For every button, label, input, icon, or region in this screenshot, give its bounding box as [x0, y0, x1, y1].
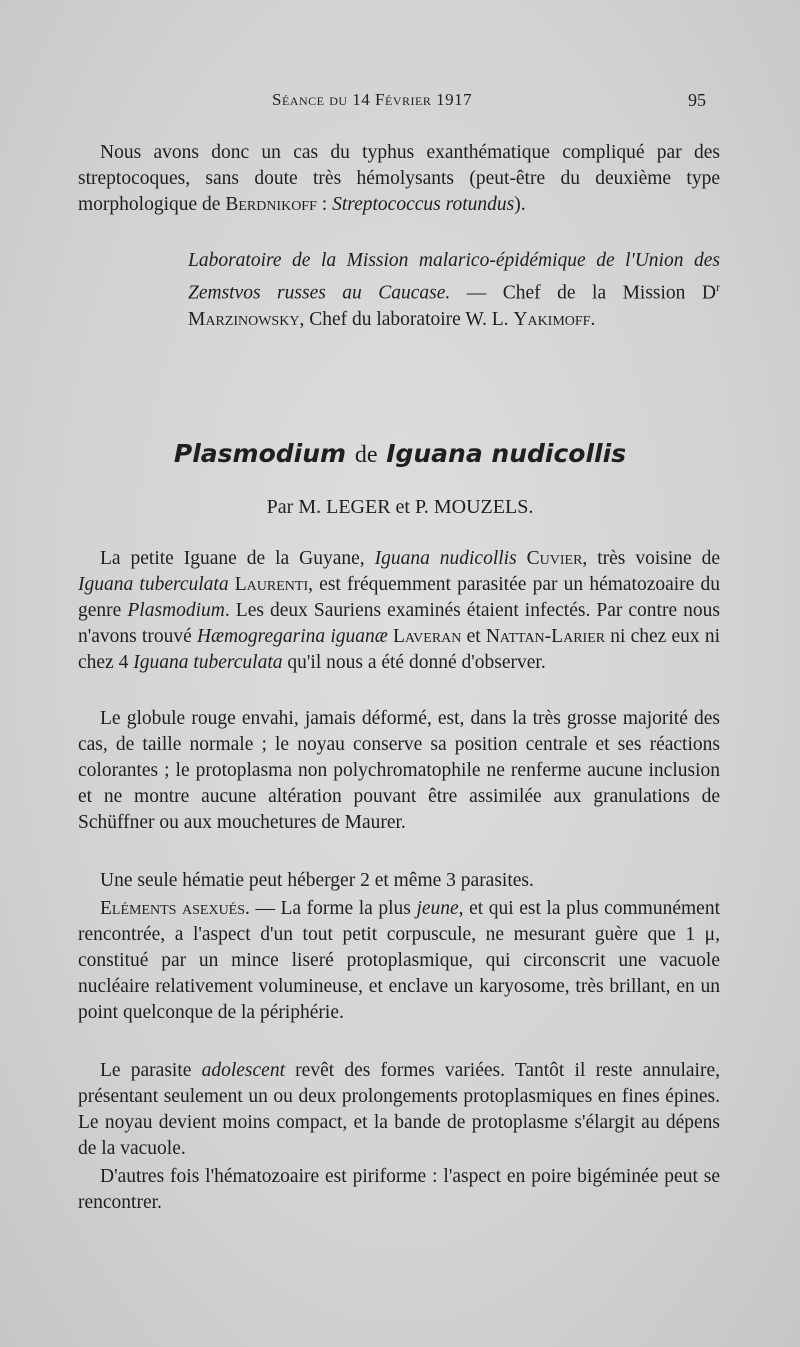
- species-name: Streptococcus rotundus: [332, 194, 515, 215]
- article-title: Plasmodium de Iguana nudicollis: [173, 439, 627, 468]
- paragraph-asexual-elements: Eléments asexués. — La forme la plus jeune, et qui est la plus communément rencontrée, a l'aspect d'un tout petit corpuscule, ne mesurant guère que 1 μ, constitué par un mince liseré protoplasmique, qui circonscrit une vacuole nucléaire relativement volumineuse, et enclave un karyosome, très brillant, en un point quelconque de la périphérie.: [78, 898, 720, 1023]
- paragraph-conclusion: Nous avons donc un cas du typhus exanthématique compliqué par des streptocoques, sans doute très hémolysants (peut-être du deuxième type morphologique de Berdnikoff : Streptococcus rotundus).: [78, 142, 720, 215]
- running-head: [0, 90, 800, 114]
- page-number: 95: [688, 90, 706, 110]
- paragraph-adolescent: Le parasite adolescent revêt des formes variées. Tantôt il reste annulaire, présentant seulement un ou deux prolongements protoplasmiques en fines épines. Le noyau devient moins compact, et la bande de protoplasme s'élargit au dépens de la vacuole.: [78, 1060, 720, 1159]
- article-authors: Par M. LEGER et P. MOUZELS.: [266, 496, 534, 518]
- paragraph-intro: La petite Iguane de la Guyane, Iguana nudicollis Cuvier, très voisine de Iguana tuberculata Laurenti, est fréquemment parasitée par un hématozoaire du genre Plasmodium. Les deux Sauriens examinés étaient infectés. Par contre nous n'avons trouvé Hæmogregarina iguanæ Laveran et Nattan-Larier ni chez eux ni chez 4 Iguana tuberculata qu'il nous a été donné d'observer.: [78, 548, 721, 673]
- author-name: Berdnikoff: [225, 194, 317, 215]
- chief-name: Marzinowsky: [188, 308, 300, 330]
- paragraph-globule: Le globule rouge envahi, jamais déformé, est, dans la très grosse majorité des cas, de taille normale ; le noyau conserve sa position centrale et ses réactions colorantes ; le protoplasma non polychromatophile ne renferme aucune inclusion et ne montre aucune altération pouvant être assimilée aux granulations de Schüffner ou aux mouchetures de Maurer.: [78, 708, 720, 833]
- section-heading: Eléments asexués.: [100, 898, 250, 919]
- lab-chief-name: Yakimoff: [513, 308, 591, 330]
- laboratory-affiliation: Laboratoire de la Mission malarico-épidémique de l'Union des Zemstvos russes au Caucase. — Chef de la Mission $D^r$ Marzinowsky, Chef du laboratoire W. L. Yakimoff.: [188, 250, 720, 330]
- running-title: Séance du 14 Février 1917: [272, 90, 473, 109]
- paragraph-parasites-count: Une seule hématie peut héberger 2 et même 3 parasites.: [100, 870, 534, 891]
- paragraph-piriform: D'autres fois l'hématozoaire est piriforme : l'aspect en poire bigéminée peut se rencontrer.: [78, 1166, 720, 1213]
